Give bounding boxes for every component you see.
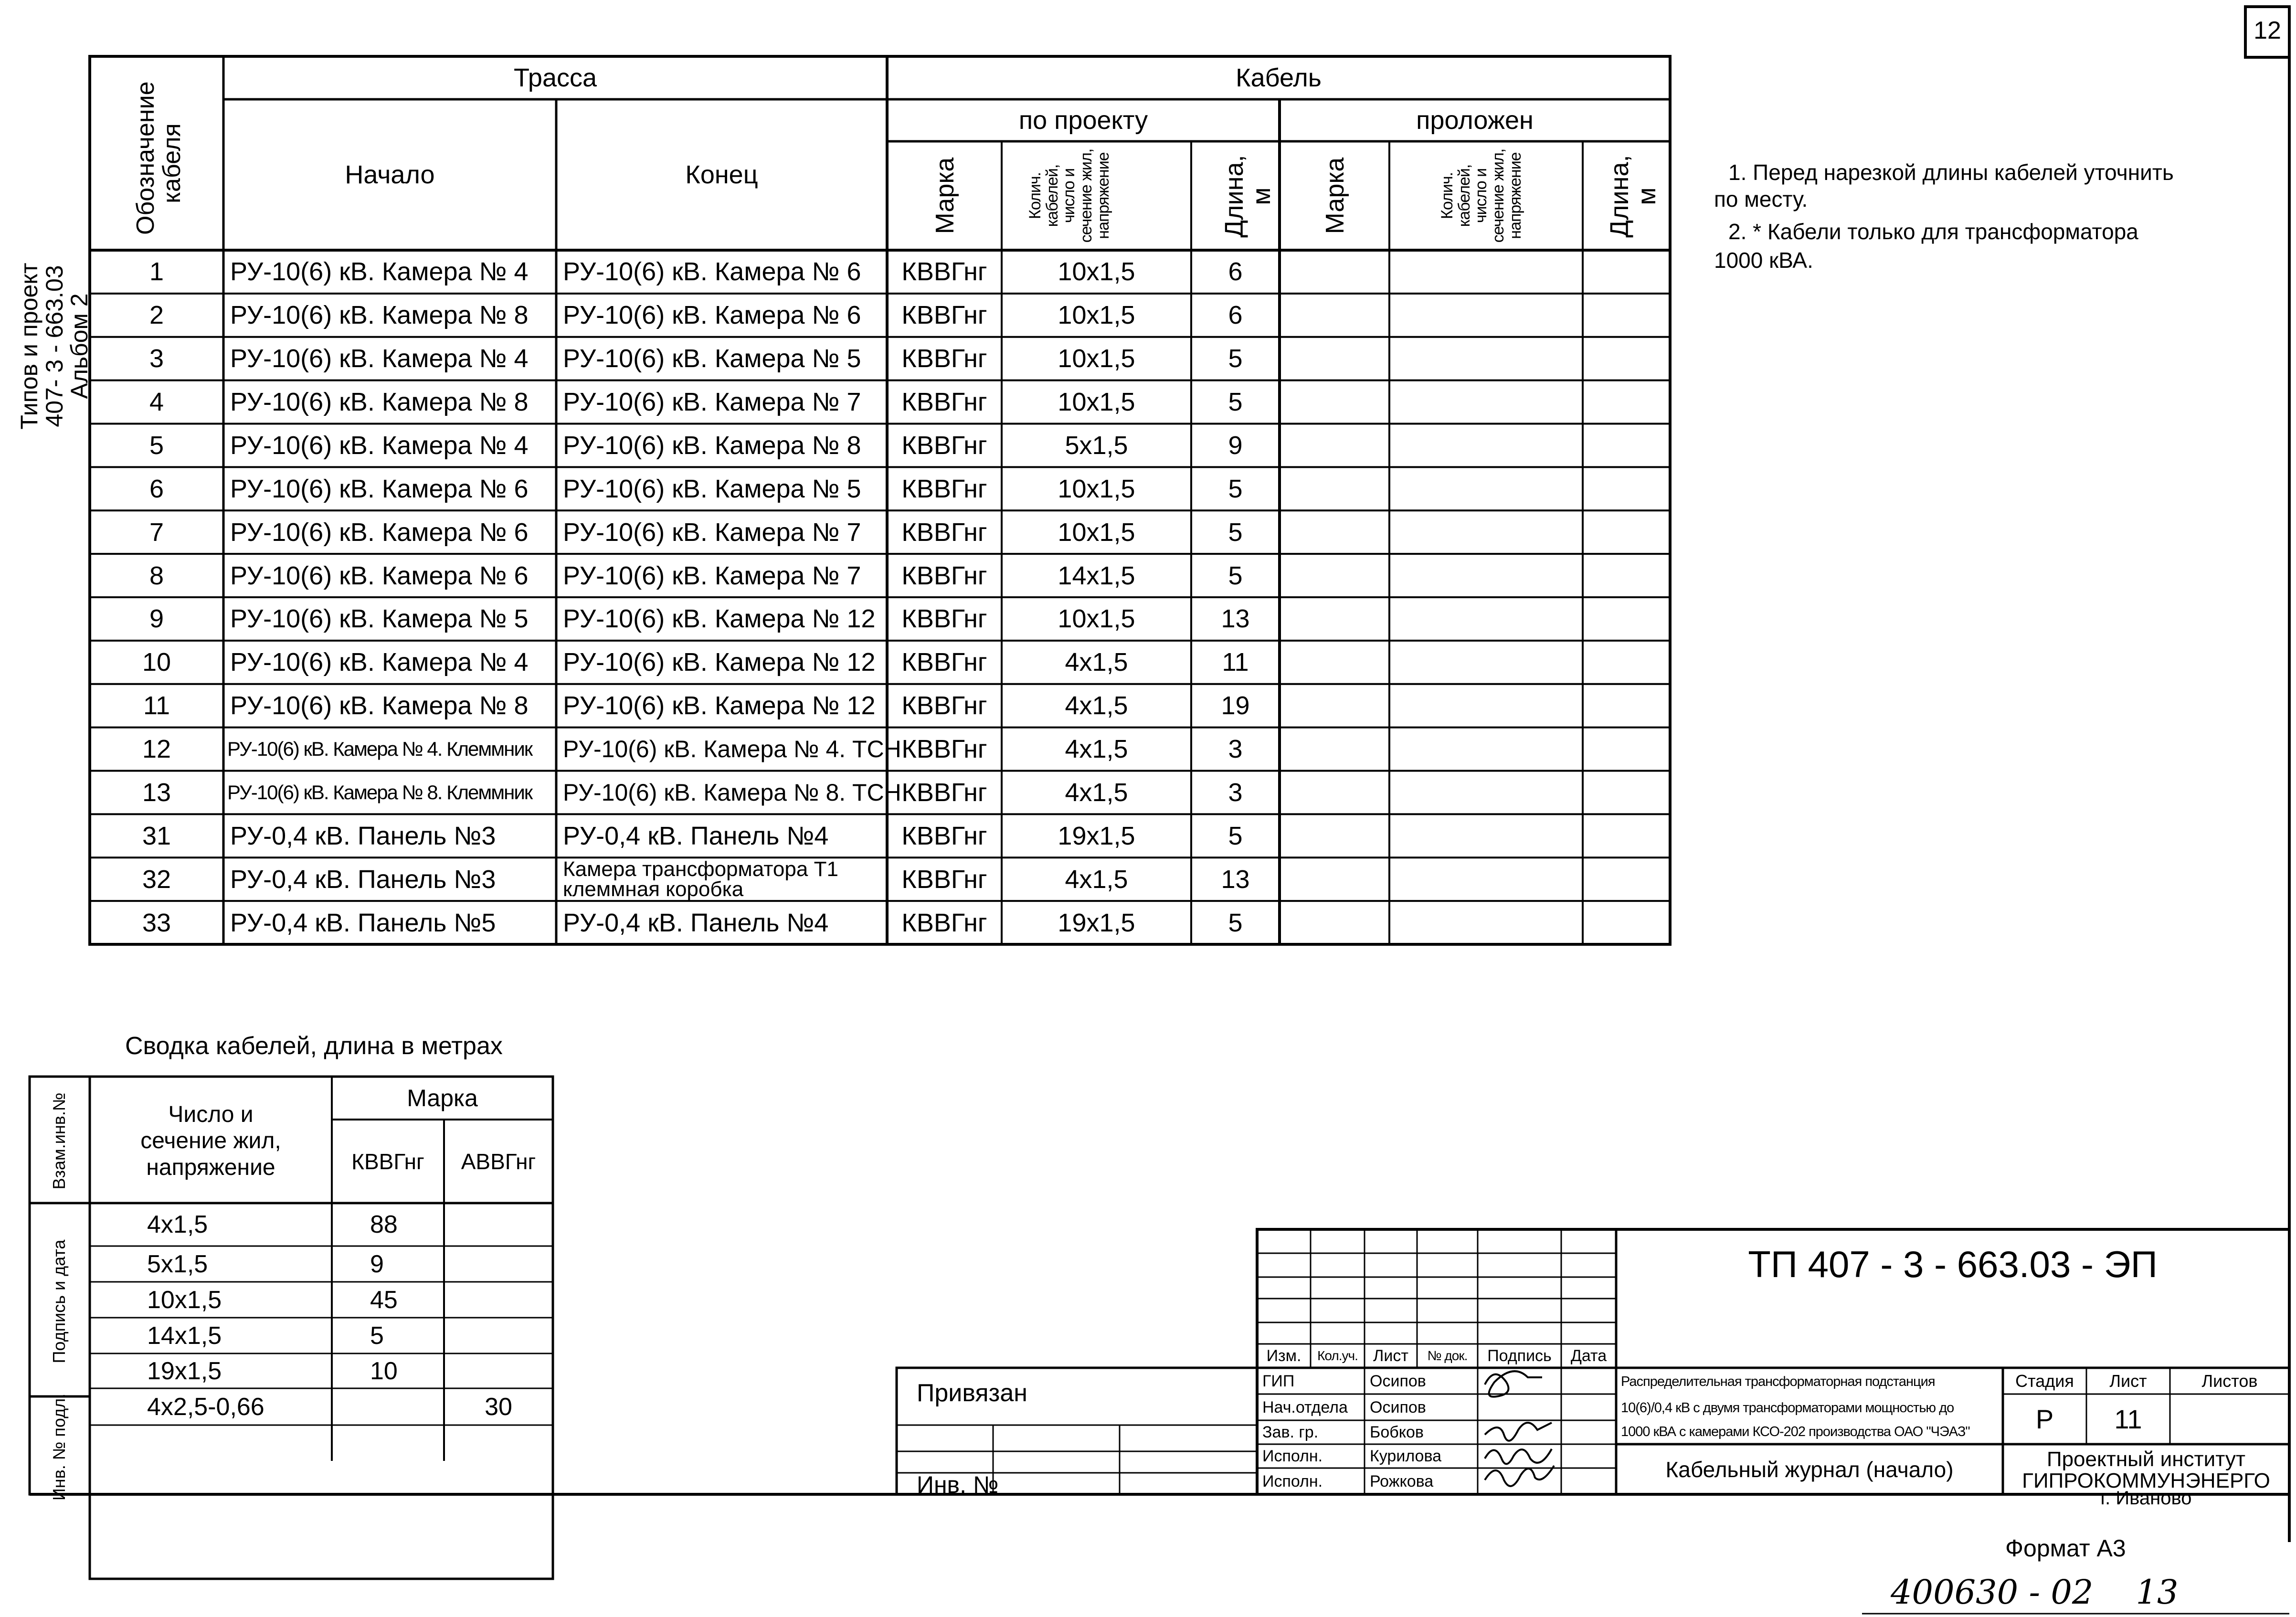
cell-end: РУ-10(6) кВ. Камера № 5 [563, 474, 861, 503]
cell-section: 10х1,5 [1058, 474, 1135, 503]
cell-len: 6 [1228, 257, 1243, 286]
cell-end: РУ-10(6) кВ. Камера № 8 [563, 431, 861, 460]
signatures [1485, 1371, 1554, 1486]
cell-start: РУ-10(6) кВ. Камера № 4 [230, 344, 529, 373]
summary-cell-a [444, 1318, 553, 1353]
cell-end: РУ-10(6) кВ. Камера № 12 [563, 691, 876, 720]
side-label-line2: 407- 3 - 663.03 [41, 265, 68, 427]
note-1: 1. Перед нарезкой длины кабелей уточнить [1728, 160, 2174, 185]
summary-cell-a: 30 [485, 1393, 512, 1421]
summary-title: Сводка кабелей, длина в метрах [125, 1032, 503, 1060]
cell-start: РУ-10(6) кВ. Камера № 4 [230, 431, 529, 460]
list-header: Лист [2109, 1371, 2147, 1391]
cell-start: РУ-10(6) кВ. Камера № 6 [230, 474, 529, 503]
cell-n: 13 [142, 778, 171, 807]
cell-start: РУ-10(6) кВ. Камера № 8 [230, 388, 529, 417]
col-podpis: Подпись [1487, 1347, 1552, 1365]
cell-n: 33 [142, 908, 171, 937]
cell-section: 10х1,5 [1058, 518, 1135, 547]
lists-header: Листов [2201, 1371, 2258, 1391]
summary-cell-a [444, 1203, 553, 1246]
stamp-role: Исполн. [1262, 1447, 1323, 1465]
stamp-role: Зав. гр. [1262, 1423, 1319, 1441]
strip-podpis: Подпись и дата [49, 1239, 69, 1363]
cell-section: 10х1,5 [1058, 257, 1135, 286]
header-count-laid: Колич. кабелей, число и сечение жил, напряжение [1438, 148, 1524, 243]
cell-len: 9 [1228, 431, 1243, 460]
header-mark-project: Марка [931, 157, 959, 234]
cell-n: 10 [142, 648, 171, 677]
cell-end: РУ-0,4 кВ. Панель №4 [563, 821, 829, 850]
cell-section: 4х1,5 [1065, 735, 1128, 764]
cell-section: 4х1,5 [1065, 648, 1128, 677]
summary-cell-a [444, 1246, 553, 1282]
cell-end: Камера трансформатора Т1 клеммная коробка [563, 857, 838, 901]
cell-len: 5 [1228, 821, 1243, 850]
cell-mark: КВВГнг [901, 908, 987, 937]
note-1b: по месту. [1714, 187, 1808, 211]
cell-start: РУ-10(6) кВ. Камера № 4 [230, 648, 529, 677]
cell-len: 5 [1228, 518, 1243, 547]
cell-end: РУ-10(6) кВ. Камера № 7 [563, 561, 861, 590]
stamp-role: ГИП [1262, 1372, 1295, 1390]
side-label [17, 227, 98, 465]
cell-n: 2 [149, 301, 164, 330]
summary-cell-a [444, 1282, 553, 1318]
header-start: Начало [345, 160, 435, 189]
stamp-name: Рожкова [1370, 1472, 1434, 1490]
cell-section: 4х1,5 [1065, 778, 1128, 807]
cell-mark: КВВГнг [901, 344, 987, 373]
summary-cell-k: 10 [370, 1357, 398, 1385]
cell-mark: КВВГнг [901, 778, 987, 807]
cell-end: РУ-10(6) кВ. Камера № 12 [563, 648, 876, 677]
list-value: 11 [2114, 1404, 2142, 1434]
cell-start: РУ-10(6) кВ. Камера № 8 [230, 691, 529, 720]
cell-n: 9 [149, 604, 164, 634]
note-2: 2. * Кабели только для трансформатора [1728, 219, 2138, 244]
cell-len: 13 [1221, 865, 1250, 894]
format-label: Формат А3 [2005, 1535, 2126, 1562]
cell-n: 32 [142, 865, 171, 894]
object-line-2: 10(6)/0,4 кВ с двумя трансформаторами мощностью до [1621, 1400, 1954, 1416]
cell-start: РУ-10(6) кВ. Камера № 6 [230, 518, 529, 547]
cell-len: 6 [1228, 301, 1243, 330]
summary-cell-s: 10х1,5 [147, 1286, 222, 1314]
stamp-name: Бобков [1370, 1423, 1424, 1441]
cell-mark: КВВГнг [901, 735, 987, 764]
cell-len: 13 [1221, 604, 1250, 634]
col-data: Дата [1570, 1347, 1607, 1365]
cell-section: 5х1,5 [1065, 431, 1128, 460]
cell-len: 5 [1228, 908, 1243, 937]
summary-cell-s: 4х1,5 [147, 1211, 208, 1238]
stamp-name: Осипов [1370, 1398, 1426, 1416]
cell-section: 10х1,5 [1058, 301, 1135, 330]
header-by-project: по проекту [1018, 106, 1148, 135]
cell-section: 10х1,5 [1058, 604, 1135, 634]
summary-cell-s: 5х1,5 [147, 1250, 208, 1278]
cell-n: 3 [149, 344, 164, 373]
cell-end: РУ-0,4 кВ. Панель №4 [563, 908, 829, 937]
document-code: ТП 407 - 3 - 663.03 - ЭП [1748, 1243, 2158, 1285]
header-cable: Кабель [1236, 63, 1322, 92]
cell-end: РУ-10(6) кВ. Камера № 6 [563, 257, 861, 286]
cell-end: РУ-10(6) кВ. Камера № 12 [563, 604, 876, 634]
privyazan-label: Привязан [917, 1379, 1028, 1407]
cell-start: РУ-10(6) кВ. Камера № 4. Клеммник [227, 738, 532, 761]
cell-end: РУ-10(6) кВ. Камера № 7 [563, 388, 861, 417]
cell-start: РУ-10(6) кВ. Камера № 5 [230, 604, 529, 634]
summary-mark: Марка [407, 1085, 478, 1111]
cell-n: 11 [143, 691, 170, 720]
cell-n: 8 [149, 561, 164, 590]
side-label-line3: Альбом 2 [66, 293, 93, 399]
summary-col1 [90, 1084, 332, 1198]
cell-section: 4х1,5 [1065, 865, 1128, 894]
summary-cell-s: 19х1,5 [147, 1357, 222, 1385]
cell-len: 3 [1228, 778, 1243, 807]
summary-cell-a [444, 1353, 553, 1388]
cell-n: 4 [149, 388, 164, 417]
cell-start: РУ-10(6) кВ. Камера № 8. Клеммник [227, 781, 532, 803]
header-mark-laid: Марка [1321, 157, 1349, 234]
cell-mark: КВВГнг [901, 821, 987, 850]
stage-header: Стадия [2015, 1371, 2074, 1391]
header-count-project: Колич. кабелей, число и сечение жил, напряжение [1026, 148, 1112, 243]
cell-n: 1 [149, 257, 164, 286]
cell-len: 5 [1228, 561, 1243, 590]
cell-n: 31 [142, 821, 171, 850]
cell-mark: КВВГнг [901, 648, 987, 677]
cell-section: 19х1,5 [1058, 908, 1135, 937]
cell-section: 10х1,5 [1058, 388, 1135, 417]
cell-start: РУ-10(6) кВ. Камера № 8 [230, 301, 529, 330]
cell-n: 12 [142, 735, 171, 764]
header-laid: проложен [1416, 106, 1534, 135]
col-izm: Изм. [1266, 1347, 1301, 1365]
cell-start: РУ-10(6) кВ. Камера № 6 [230, 561, 529, 590]
cell-section: 14х1,5 [1058, 561, 1135, 590]
summary-avvg: АВВГнг [461, 1149, 536, 1174]
cell-mark: КВВГнг [901, 388, 987, 417]
summary-cell-k: 5 [370, 1321, 384, 1350]
cell-end: РУ-10(6) кВ. Камера № 6 [563, 301, 861, 330]
cell-len: 3 [1228, 735, 1243, 764]
cell-start: РУ-10(6) кВ. Камера № 4 [230, 257, 529, 286]
cell-mark: КВВГнг [901, 301, 987, 330]
cell-mark: КВВГнг [901, 604, 987, 634]
summary-cell-k: 45 [370, 1286, 398, 1314]
stamp-name: Курилова [1370, 1447, 1442, 1465]
org-line-1: Проектный институт [2046, 1448, 2246, 1471]
stamp-role: Исполн. [1262, 1472, 1323, 1490]
cell-section: 10х1,5 [1058, 344, 1135, 373]
object-line-1: Распределительная трансформаторная подстанция [1621, 1374, 1935, 1389]
stage-value: Р [2035, 1404, 2054, 1434]
cell-len: 5 [1228, 344, 1243, 373]
cell-start: РУ-0,4 кВ. Панель №3 [230, 821, 496, 850]
sheet-title: Кабельный журнал (начало) [1665, 1457, 1954, 1482]
cell-section: 19х1,5 [1058, 821, 1135, 850]
org-line-2: ГИПРОКОММУНЭНЕРГО [2022, 1469, 2270, 1492]
col-ndok: № док. [1427, 1348, 1468, 1363]
org-line-3: г. Иваново [2100, 1488, 2192, 1509]
cell-mark: КВВГнг [901, 561, 987, 590]
summary-cell-k [332, 1388, 444, 1425]
cell-mark: КВВГнг [901, 691, 987, 720]
cell-n: 6 [149, 474, 164, 503]
cell-n: 5 [149, 431, 164, 460]
header-designation: Обозначение кабеля [132, 81, 186, 235]
summary-cell-s: 14х1,5 [147, 1321, 222, 1350]
handwritten-number: 400630 - 02 13 [1891, 1573, 2179, 1612]
cell-mark: КВВГнг [901, 431, 987, 460]
col-kol: Кол.уч. [1317, 1348, 1358, 1363]
cell-mark: КВВГнг [901, 257, 987, 286]
col-list: Лист [1373, 1347, 1408, 1365]
cell-mark: КВВГнг [901, 518, 987, 547]
header-length-project: Длина, м [1220, 155, 1276, 238]
note-2b: 1000 кВА. [1714, 248, 1813, 273]
header-end: Конец [685, 160, 758, 189]
cell-end: РУ-10(6) кВ. Камера № 4. ТСН [563, 736, 901, 763]
cell-section: 4х1,5 [1065, 691, 1128, 720]
object-line-3: 1000 кВА с камерами КСО-202 производства ОАО "ЧЭАЗ" [1621, 1424, 1970, 1439]
summary-cell-k: 88 [370, 1211, 398, 1238]
strip-zam-inv: Взам.инв.№ [49, 1092, 69, 1190]
cell-len: 5 [1228, 388, 1243, 417]
header-route: Трасса [513, 63, 597, 92]
cell-end: РУ-10(6) кВ. Камера № 7 [563, 518, 861, 547]
cell-len: 19 [1221, 691, 1250, 720]
stamp-name: Осипов [1370, 1372, 1426, 1390]
summary-cell-k: 9 [370, 1250, 384, 1278]
page-number: 12 [2254, 17, 2281, 44]
summary-col1-text: Число и сечение жил, напряжение [140, 1102, 281, 1180]
side-label-line1: Типов и проект [16, 263, 42, 430]
cell-n: 7 [149, 518, 164, 547]
inv-label: Инв. № [917, 1471, 999, 1498]
stamp-role: Нач.отдела [1262, 1398, 1348, 1416]
cell-end: РУ-10(6) кВ. Камера № 5 [563, 344, 861, 373]
cell-len: 5 [1228, 474, 1243, 503]
cell-start: РУ-0,4 кВ. Панель №5 [230, 908, 496, 937]
summary-kvvg: КВВГнг [351, 1149, 424, 1174]
cell-end: РУ-10(6) кВ. Камера № 8. ТСН [563, 779, 901, 806]
cell-mark: КВВГнг [901, 474, 987, 503]
summary-cell-s: 4х2,5-0,66 [147, 1393, 265, 1421]
cell-mark: КВВГнг [901, 865, 987, 894]
cell-start: РУ-0,4 кВ. Панель №3 [230, 865, 496, 894]
header-length-laid: Длина, м [1605, 155, 1661, 238]
strip-inv-podl: Инв. № подл. [49, 1393, 69, 1501]
cell-len: 11 [1222, 648, 1249, 677]
